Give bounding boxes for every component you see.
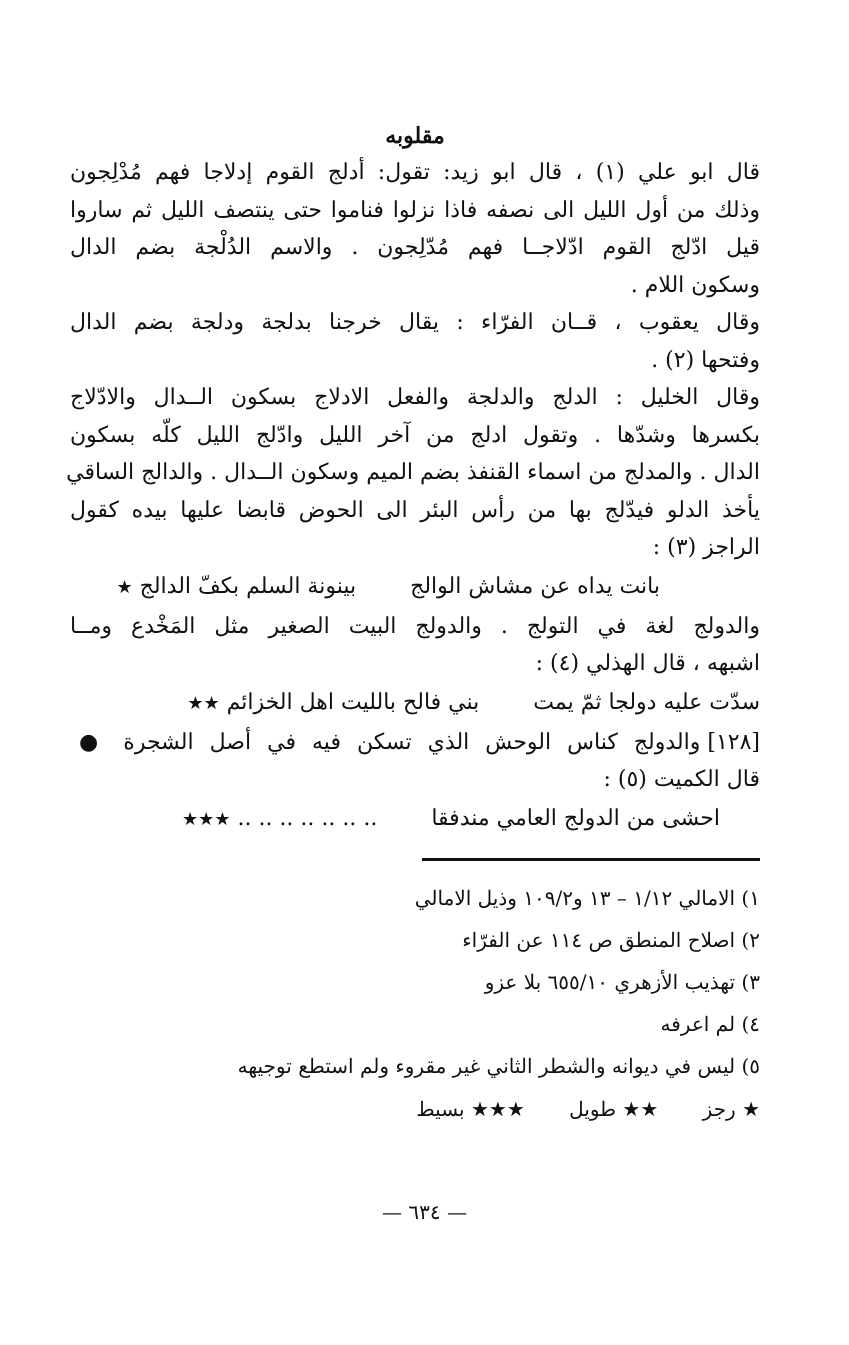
text-line: وفتحها (٢) . (651, 347, 760, 373)
paragraph-3 (66, 379, 760, 567)
text-line: [١٢٨] والدولج كناس الوحش الذي تسكن فيه في أصل الشجرة ● (70, 729, 760, 755)
text-line: وسكون اللام . (630, 272, 760, 298)
footnote-item: ٣) تهذيب الأزهري ٦٥٥/١٠ بلا عزو (484, 969, 760, 994)
footnote-divider (422, 858, 760, 861)
text-line: الراجز (٣) : (652, 535, 760, 560)
legend-rajaz: ★ رجز (702, 1096, 760, 1121)
text-line: اشبهه ، قال الهذلي (٤) : (535, 651, 760, 676)
section-heading: مقلوبه (385, 123, 445, 149)
text-line: بكسرها وشدّها . وتقول ادلج من آخر الليل وادّلج الليل كلّه بسكون (70, 422, 760, 448)
text-line: قال ابو علي (١) ، قال ابو زيد: تقول: أدلج القوم إدلاجا فهم مُدْلِجون (70, 160, 760, 185)
paragraph-1 (70, 154, 760, 304)
text-line: قال الكميت (٥) : (603, 767, 760, 792)
paragraph-5 (70, 724, 760, 799)
text-line: وذلك من أول الليل الى نصفه فاذا نزلوا فناموا حتى ينتصف الليل ثم ساروا (70, 197, 760, 223)
meter-legend (70, 1087, 760, 1131)
text-line: الدال . والمدلج من اسماء القنفذ بضم الميم وسكون الــدال . والدالج الساقي (66, 460, 760, 485)
verse-hemistich-second: بني فالح بالليت اهل الخزائم (226, 689, 480, 715)
verse-hemistich-second: بينونة السلم بكفّ الدالج (139, 573, 357, 599)
footnote-item: ١) الامالي ١/١٢ – ١٣ و١٠٩/٢ وذيل الامالي (414, 885, 760, 910)
verse-1 (70, 567, 760, 608)
page-body (66, 118, 760, 1131)
paragraph-4 (70, 608, 760, 683)
verse-hemistich-second-ellipsis: .. .. .. .. .. .. .. (237, 805, 378, 831)
footnotes-list (70, 877, 760, 1087)
verse-3 (70, 799, 760, 840)
legend-tawil: ★★ طويل (569, 1096, 659, 1121)
verse-2 (70, 683, 760, 724)
footnote-item: ٥) ليس في ديوانه والشطر الثاني غير مقروء ولم استطع توجيهه (237, 1053, 760, 1078)
verse-hemistich-first: بانت يداه عن مشاش الوالج (410, 573, 660, 599)
meter-star-icon: ★★★ (182, 808, 231, 830)
meter-star-icon: ★★ (187, 692, 220, 714)
meter-star-icon: ★ (116, 576, 133, 598)
text-line: وقال الخليل : الدلج والدلجة والفعل الادلاج بسكون الــدال والادّلاج (70, 385, 760, 410)
text-line: وقال يعقوب ، قــان الفرّاء : يقال خرجنا بدلجة ودلجة بضم الدال (70, 310, 760, 335)
legend-basit: ★★★ بسيط (416, 1096, 525, 1121)
verse-hemistich-first: سدّت عليه دولجا ثمّ يمت (533, 689, 760, 715)
page-number: — ٦٣٤ — (382, 1200, 467, 1224)
text-line: يأخذ الدلو فيدّلج بها من رأس البئر الى الحوض قابضا عليها بيده كقول (70, 497, 760, 523)
text-line: قيل ادّلج القوم ادّلاجــا فهم مُدّلِجون . والاسم الدُلْجة بضم الدال (70, 235, 760, 260)
footnote-item: ٢) اصلاح المنطق ص ١١٤ عن الفرّاء (462, 927, 760, 952)
text-line: والدولج لغة في التولج . والدولج البيت الصغير مثل المَخْدع ومــا (70, 613, 760, 639)
verse-hemistich-first: احشى من الدولج العامي مندفقا (431, 805, 720, 831)
footnote-item: ٤) لم اعرفه (660, 1011, 760, 1036)
paragraph-2 (70, 304, 760, 379)
